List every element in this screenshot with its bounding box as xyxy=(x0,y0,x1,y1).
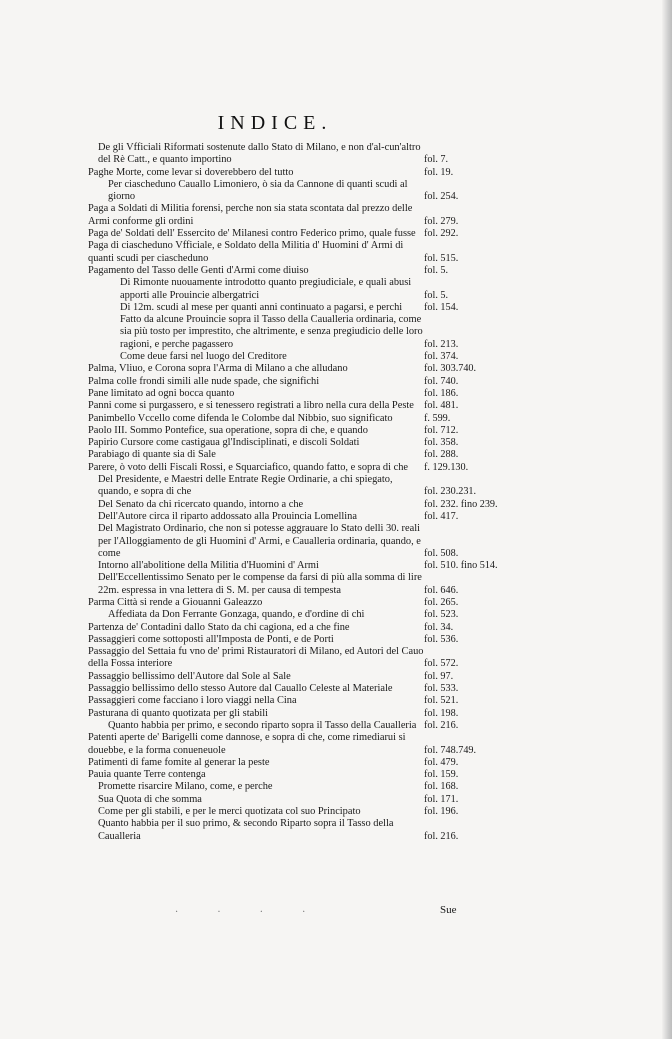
entry-page-ref: fol. 5. xyxy=(424,264,449,276)
entry-page-ref: fol. 740. xyxy=(424,375,459,387)
entry-page-ref: fol. 748.749. xyxy=(424,744,477,756)
entry-text: Affediata da Don Ferrante Gonzaga, quando, e d'ordine di chi xyxy=(108,609,365,621)
index-entry xyxy=(88,228,488,240)
index-entry xyxy=(88,351,488,363)
index-entry xyxy=(88,732,488,757)
entry-page-ref: fol. 168. xyxy=(424,781,459,793)
entry-text: Fatto da alcune Prouincie sopra il Tasso della Caualleria ordinaria, come sia più tosto per imprestito, che altrimente, e senza pregiudicio delle loro ragioni, e perche pagassero xyxy=(120,314,423,350)
entry-text: Parma Città si rende a Giouanni Galeazzo xyxy=(88,596,263,608)
index-entry xyxy=(88,695,488,707)
index-entry xyxy=(88,498,498,511)
entry-page-ref: fol. 712. xyxy=(424,424,459,436)
index-entry xyxy=(88,142,488,167)
entry-page-ref: fol. 358. xyxy=(424,437,459,449)
entry-page-ref: fol. 5. xyxy=(424,289,449,301)
entry-text: Palma colle frondi simili alle nude spade, che significhi xyxy=(88,375,320,387)
entry-page-ref: f. 599. xyxy=(424,412,451,424)
entry-text: Pasturana di quanto quotizata per gli stabili xyxy=(88,707,269,719)
entry-text: Paghe Morte, come levar si doverebbero del tutto xyxy=(88,166,294,178)
entry-page-ref: fol. 536. xyxy=(424,633,459,645)
index-entry xyxy=(88,781,488,793)
index-entry xyxy=(88,302,488,314)
entry-text: Paga a Soldati di Militia forensi, perche non sia stata scontata dal prezzo delle Armi conforme gli ordini xyxy=(88,203,413,227)
entry-text: Paga di ciascheduno Vfficiale, e Soldato della Militia d' Huomini d' Armi di quanti scudi per ciascheduno xyxy=(88,240,404,264)
entry-page-ref: fol. 523. xyxy=(424,609,459,621)
entry-page-ref: fol. 216. xyxy=(424,830,459,842)
entry-text: Pauia quante Terre contenga xyxy=(88,769,206,781)
entry-page-ref: fol. 510. fino 514. xyxy=(424,560,498,572)
index-entry xyxy=(88,449,488,461)
entry-text: Parere, ò voto delli Fiscali Rossi, e Squarciafico, quando fatto, e sopra di che xyxy=(88,461,409,473)
entry-text: Di 12m. scudi al mese per quanti anni continuato a pagarsi, e perchi xyxy=(120,301,403,313)
entry-page-ref: fol. 154. xyxy=(424,301,459,313)
entry-text: Come per gli stabili, e per le merci quotizata col suo Principato xyxy=(98,806,361,818)
entry-page-ref: fol. 572. xyxy=(424,658,459,670)
entry-text: Passaggieri come facciano i loro viaggi nella Cina xyxy=(88,695,297,707)
index-entry xyxy=(88,683,488,695)
entry-page-ref: fol. 171. xyxy=(424,793,459,805)
entry-page-ref: fol. 303.740. xyxy=(424,363,477,375)
entry-text: Passaggio bellissimo dello stesso Autore dal Cauallo Celeste al Materiale xyxy=(88,683,393,695)
entry-text: Passaggio del Settaia fu vno de' primi Ristauratori di Milano, ed Autori del Cauo della Fossa interiore xyxy=(88,646,424,670)
index-entry xyxy=(88,609,488,621)
entry-text: Pagamento del Tasso delle Genti d'Armi come diuiso xyxy=(88,264,309,276)
entry-page-ref: fol. 196. xyxy=(424,806,459,818)
entry-page-ref: fol. 646. xyxy=(424,584,459,596)
entry-page-ref: fol. 521. xyxy=(424,695,459,707)
entry-text: Sua Quota di che somma xyxy=(98,793,202,805)
index-entry xyxy=(88,708,488,720)
index-entries xyxy=(88,142,498,843)
index-entry xyxy=(88,437,488,449)
entry-text: Patenti aperte de' Barigelli come dannose, e sopra di che, come rimediarui si douebbe, e la forma conueneuole xyxy=(88,732,406,756)
entry-text: Panimbello Vccello come difenda le Colombe dal Nibbio, suo significato xyxy=(88,412,393,424)
entry-text: Intorno all'abolitione della Militia d'Huomini d' Armi xyxy=(98,560,319,572)
entry-text: Quanto habbia per primo, e secondo riparto sopra il Tasso della Caualleria xyxy=(108,719,417,731)
entry-page-ref: fol. 19. xyxy=(424,166,454,178)
entry-page-ref: fol. 97. xyxy=(424,670,454,682)
entry-page-ref: fol. 186. xyxy=(424,387,459,399)
entry-page-ref: fol. 417. xyxy=(424,510,459,522)
entry-text: Pane limitato ad ogni bocca quanto xyxy=(88,387,235,399)
catchword: Sue xyxy=(440,904,457,916)
entry-text: Patimenti di fame fomite al generar la peste xyxy=(88,756,270,768)
entry-page-ref: fol. 279. xyxy=(424,215,459,227)
index-entry xyxy=(88,806,488,818)
index-entry xyxy=(88,597,488,609)
index-entry xyxy=(88,511,488,523)
index-entry xyxy=(88,277,488,302)
page-title: INDICE. xyxy=(217,112,333,134)
index-entry xyxy=(88,671,488,683)
entry-page-ref: fol. 213. xyxy=(424,338,459,350)
entry-page-ref: fol. 479. xyxy=(424,756,459,768)
entry-text: Dell'Autore circa il riparto addossato alla Prouincia Lomellina xyxy=(98,510,357,522)
entry-text: Quanto habbia per il suo primo, & secondo Riparto sopra il Tasso della Caualleria xyxy=(98,818,394,842)
entry-text: Dell'Eccellentissimo Senato per le compense da farsi di più alla somma di lire 22m. espressa in vna lettera di S. M. per causa di tempesta xyxy=(98,572,422,596)
entry-text: Passaggieri come sottoposti all'Imposta de Ponti, e de Porti xyxy=(88,633,334,645)
entry-text: Paga de' Soldati dell' Essercito de' Milanesi contro Federico primo, quale fusse xyxy=(88,228,416,240)
index-entry xyxy=(88,523,488,560)
entry-page-ref: fol. 515. xyxy=(424,252,459,264)
index-entry xyxy=(88,203,488,228)
entry-page-ref: fol. 198. xyxy=(424,707,459,719)
entry-text: Promette risarcire Milano, come, e perche xyxy=(98,781,273,793)
entry-page-ref: fol. 508. xyxy=(424,547,459,559)
entry-text: Per ciascheduno Cauallo Limoniero, ò sia da Cannone di quanti scudi al giorno xyxy=(108,178,408,203)
entry-text: Del Presidente, e Maestri delle Entrate Regie Ordinarie, a chi spiegato, quando, e sopra di che xyxy=(98,474,393,498)
page-edge-shadow xyxy=(662,0,672,1039)
index-entry xyxy=(88,413,488,425)
footer-marks: . . . . xyxy=(175,904,324,915)
index-entry xyxy=(88,622,488,634)
entry-page-ref: fol. 7. xyxy=(424,154,449,166)
entry-page-ref: fol. 265. xyxy=(424,596,459,608)
entry-text: Panni come si purgassero, e si tenessero registrati a libro nella cura della Peste xyxy=(88,400,414,412)
entry-page-ref: fol. 288. xyxy=(424,449,459,461)
entry-text: Del Magistrato Ordinario, che non si potesse aggrauare lo Stato delli 30. reali per l'Alloggiamento de gli Huomini d' Armi, e Caualleria ordinaria, quando, e come xyxy=(98,523,421,559)
index-entry xyxy=(88,179,488,204)
entry-page-ref: fol. 533. xyxy=(424,683,459,695)
index-entry xyxy=(88,265,488,277)
entry-page-ref: fol. 34. xyxy=(424,621,454,633)
entry-page-ref: fol. 230.231. xyxy=(424,486,477,498)
index-entry xyxy=(88,572,488,597)
index-entry xyxy=(88,794,488,806)
index-entry xyxy=(88,769,488,781)
entry-text: De gli Vfficiali Riformati sostenute dallo Stato di Milano, e non d'al-cun'altro del Rè Catt., e quanto importino xyxy=(98,142,421,166)
index-entry xyxy=(88,314,488,351)
entry-text: Del Senato da chi ricercato quando, intorno a che xyxy=(98,498,304,510)
index-entry xyxy=(88,462,488,474)
entry-page-ref: fol. 481. xyxy=(424,400,459,412)
index-entry xyxy=(88,388,488,400)
index-entry xyxy=(88,240,488,265)
index-entry xyxy=(88,474,488,499)
index-entry xyxy=(88,376,488,388)
entry-page-ref: fol. 292. xyxy=(424,228,459,240)
entry-text: Passaggio bellissimo dell'Autore dal Sole al Sale xyxy=(88,670,291,682)
index-entry xyxy=(88,720,488,732)
entry-page-ref: f. 129.130. xyxy=(424,461,469,473)
entry-text: Partenza de' Contadini dallo Stato da chi cagiona, ed a che fine xyxy=(88,621,350,633)
entry-page-ref: fol. 374. xyxy=(424,351,459,363)
entry-page-ref: fol. 216. xyxy=(424,719,459,731)
index-entry xyxy=(88,818,488,843)
index-entry xyxy=(88,560,498,572)
index-entry xyxy=(88,634,488,646)
index-entry xyxy=(88,757,488,769)
entry-text: Di Rimonte nuouamente introdotto quanto pregiudiciale, e quali abusi apporti alle Prouincie albergatrici xyxy=(120,277,412,301)
index-entry xyxy=(88,363,488,375)
entry-page-ref: fol. 254. xyxy=(424,191,459,203)
entry-text: Parabiago di quante sia di Sale xyxy=(88,449,216,461)
entry-page-ref: fol. 232. fino 239. xyxy=(424,498,498,510)
entry-text: Come deue farsi nel luogo del Creditore xyxy=(120,351,287,363)
entry-text: Paolo III. Sommo Pontefice, sua operatione, sopra di che, e quando xyxy=(88,424,368,436)
entry-text: Palma, Vliuo, e Corona sopra l'Arma di Milano a che alludano xyxy=(88,363,348,375)
entry-page-ref: fol. 159. xyxy=(424,769,459,781)
index-entry xyxy=(88,646,488,671)
index-entry xyxy=(88,425,488,437)
index-entry xyxy=(88,167,488,179)
index-entry xyxy=(88,400,488,412)
entry-text: Papirio Cursore come castigaua gl'Indisciplinati, e discoli Soldati xyxy=(88,437,360,449)
